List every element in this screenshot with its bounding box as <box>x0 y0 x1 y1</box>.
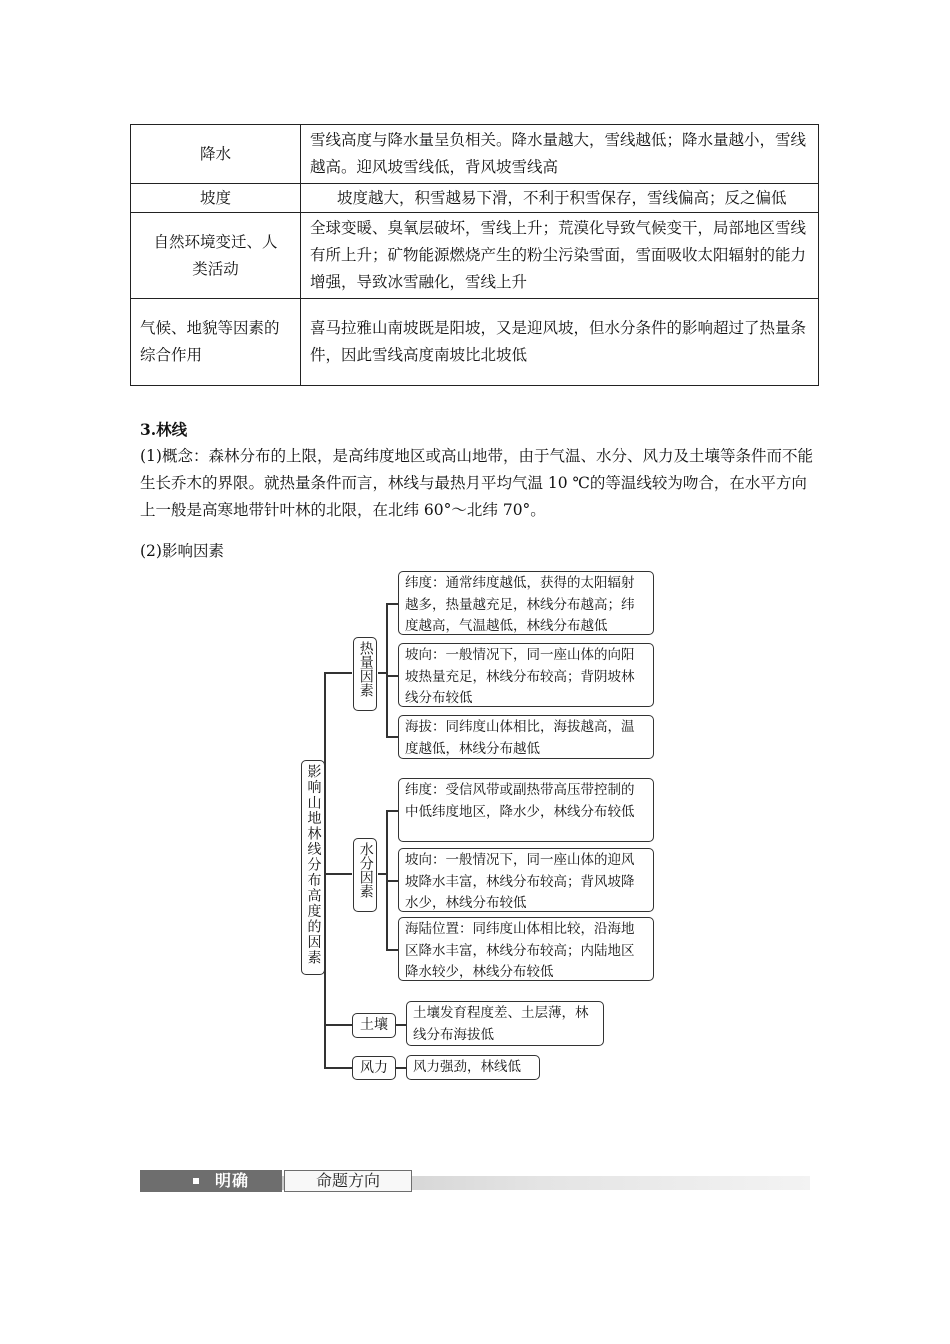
section-heading: 3.林线 <box>140 420 188 439</box>
desc-cell: 雪线高度与降水量呈负相关。降水量越大，雪线越低；降水量越小，雪线越高。迎风坡雪线低，背风坡雪线高 <box>301 125 819 184</box>
banner-dark-tab <box>140 1170 282 1192</box>
soil-factor-node: 土壤 <box>352 1013 396 1038</box>
water-latitude-box: 纬度：受信风带或副热带高压带控制的中低纬度地区，降水少，林线分布较低 <box>398 778 654 842</box>
water-factor-label: 水分因素 <box>357 842 374 898</box>
root-label: 影响山地林线分布高度的因素 <box>305 764 322 966</box>
concept-paragraph: (1)概念：森林分布的上限，是高纬度地区或高山地带，由于气温、水分、风力及土壤等条件而不能生长乔木的界限。就热量条件而言，林线与最热月平均气温 10 ℃的等温线较为吻合，在水平方向上一般是高寒地带针叶林的北限，在北纬 60°～北纬 70°。 <box>140 447 813 519</box>
root-node <box>301 760 325 975</box>
factor-cell: 坡度 <box>131 184 301 213</box>
square-bullet-icon <box>193 1178 199 1184</box>
banner-light-label: 命题方向 <box>284 1170 412 1192</box>
desc-cell: 喜马拉雅山南坡既是阳坡，又是迎风坡，但水分条件的影响超过了热量条件，因此雪线高度南坡比北坡低 <box>301 299 819 386</box>
factor-cell: 降水 <box>131 125 301 184</box>
wind-box: 风力强劲，林线低 <box>406 1055 540 1080</box>
desc-cell: 坡度越大，积雪越易下滑，不利于积雪保存，雪线偏高；反之偏低 <box>301 184 819 213</box>
heat-factor-node <box>353 637 377 711</box>
heat-altitude-box: 海拔：同纬度山体相比，海拔越高，温度越低，林线分布越低 <box>398 715 654 759</box>
water-land-sea-box: 海陆位置：同纬度山体相比较，沿海地区降水丰富，林线分布较高；内陆地区降水较少，林线分布较低 <box>398 917 654 981</box>
desc-cell: 全球变暖、臭氧层破坏，雪线上升；荒漠化导致气候变干，局部地区雪线有所上升；矿物能源燃烧产生的粉尘污染雪面，雪面吸收太阳辐射的能力增强，导致冰雪融化，雪线上升 <box>301 213 819 299</box>
wind-factor-node: 风力 <box>352 1056 396 1080</box>
heat-factor-label: 热量因素 <box>357 641 374 697</box>
water-factor-node <box>353 838 377 912</box>
section-banner <box>140 1170 810 1194</box>
heat-latitude-box: 纬度：通常纬度越低，获得的太阳辐射越多，热量越充足，林线分布越高；纬度越高，气温越低，林线分布越低 <box>398 571 654 635</box>
water-aspect-box: 坡向：一般情况下，同一座山体的迎风坡降水丰富，林线分布较高；背风坡降水少，林线分布较低 <box>398 848 654 912</box>
factors-heading: (2)影响因素 <box>140 542 224 560</box>
heat-aspect-box: 坡向：一般情况下，同一座山体的向阳坡热量充足，林线分布较高；背阴坡林线分布较低 <box>398 643 654 707</box>
banner-dark-label: 明确 <box>215 1171 250 1190</box>
soil-box: 土壤发育程度差、土层薄，林线分布海拔低 <box>406 1001 604 1046</box>
factor-cell: 自然环境变迁、人类活动 <box>131 213 301 299</box>
factor-cell: 气候、地貌等因素的综合作用 <box>131 299 301 386</box>
